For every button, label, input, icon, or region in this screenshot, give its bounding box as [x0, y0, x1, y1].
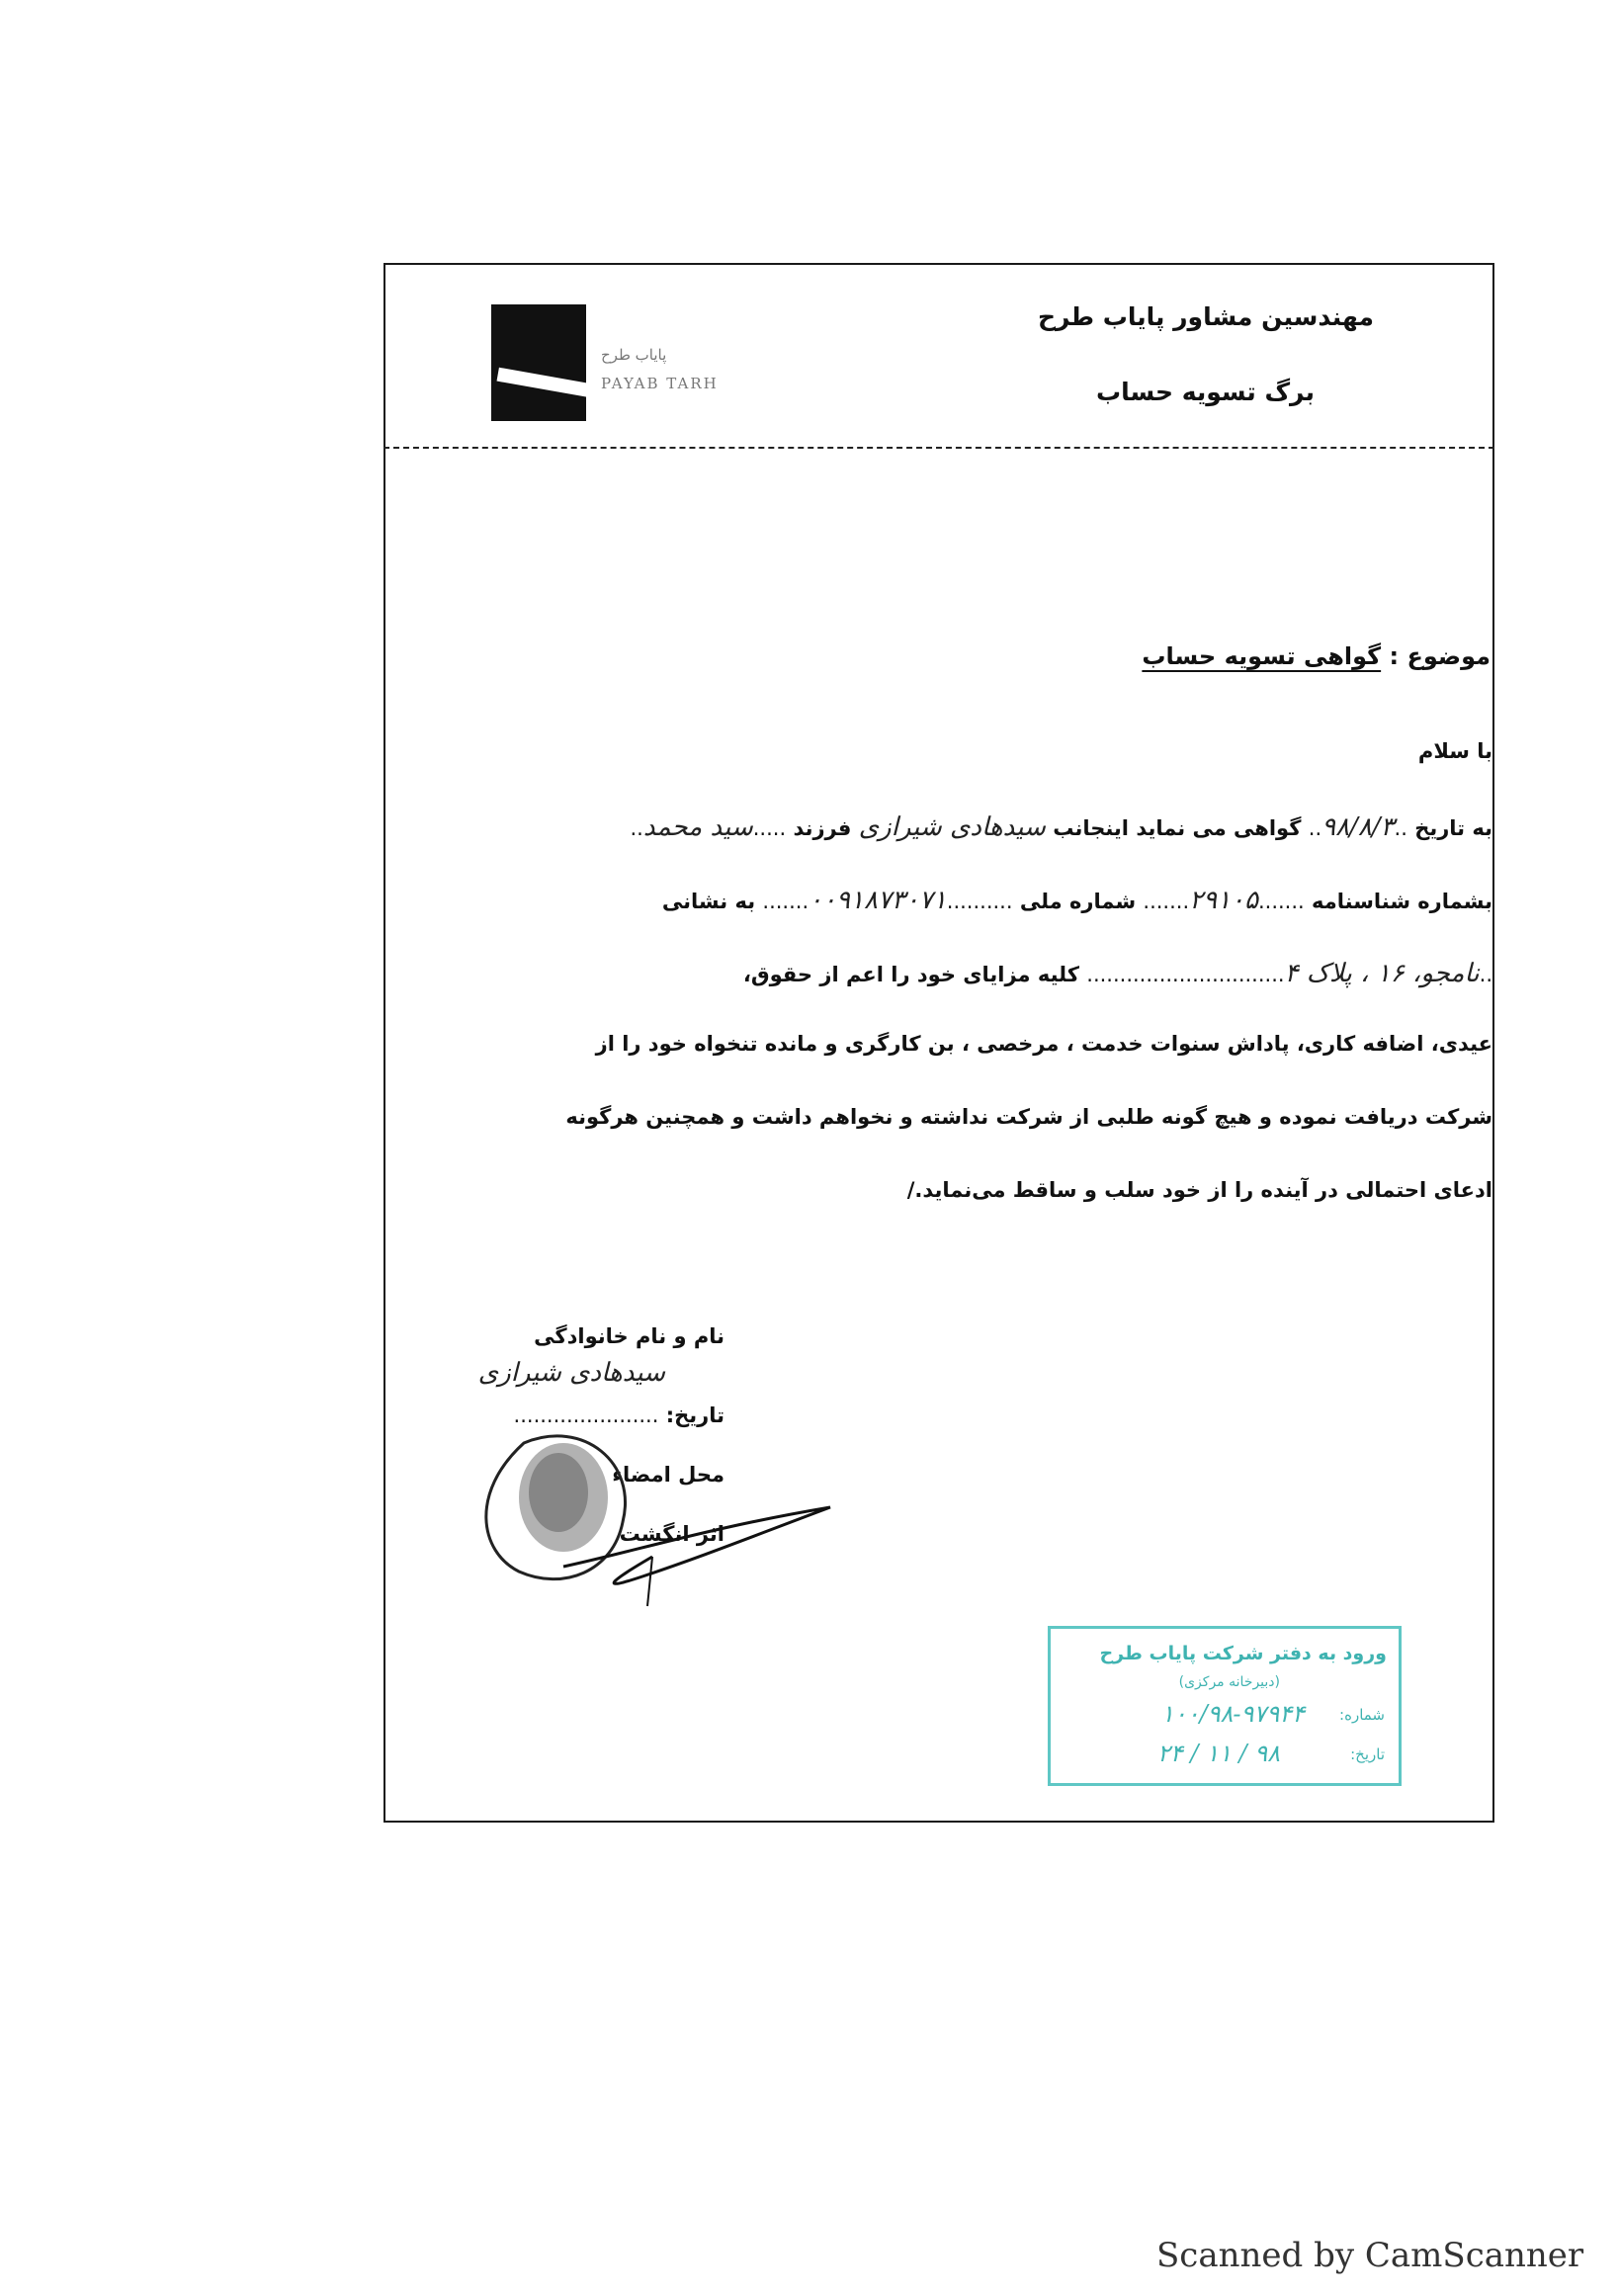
certify-text: گواهی می نماید اینجانب: [1053, 816, 1302, 840]
greeting: با سلام: [1417, 739, 1492, 763]
stamp-title: ورود به دفتر شرکت پایاب طرح: [1099, 1643, 1387, 1664]
name-label: نام و نام خانوادگی: [534, 1324, 724, 1348]
date-dots: ......................: [513, 1403, 659, 1427]
handwritten-name: سیدهادی شیرازی: [858, 812, 1046, 842]
dots: ..........: [946, 890, 1013, 913]
sign-field-label: محل امضاء: [612, 1463, 724, 1487]
handwritten-signature-name: سیدهادی شیرازی: [477, 1358, 665, 1388]
benefits-text: کلیه مزایای خود را اعم از حقوق،: [742, 963, 1079, 986]
signature-scribble-icon: [554, 1497, 850, 1616]
stamp-number-label: شماره:: [1339, 1706, 1385, 1724]
dots: ..: [1308, 816, 1322, 840]
logo-stripe: [497, 368, 593, 397]
company-logo-icon: [491, 304, 586, 421]
body-line-5: شرکت دریافت نموده و هیچ گونه طلبی از شرکت نداشته و نخواهم داشت و همچنین هرگونه: [565, 1105, 1492, 1129]
subject-line: [1142, 642, 1491, 670]
dots: ..: [1479, 963, 1492, 986]
handwritten-date: ۹۸/۸/۳: [1321, 812, 1395, 842]
handwritten-id-number: ۲۹۱۰۵: [1189, 886, 1258, 915]
dots: .......: [1257, 890, 1305, 913]
date-prefix: به تاریخ: [1414, 816, 1492, 840]
logo-wordmark: [601, 341, 789, 397]
stamp-date-value: ۹۸ / ۱۱ / ۲۴: [1156, 1740, 1280, 1767]
header-divider: [383, 447, 1494, 449]
subject-value: گواهی تسویه حساب: [1142, 642, 1382, 670]
body-line-2: [484, 888, 1492, 961]
stamp-number-value: ۱۰۰/۹۸-۹۷۹۴۴: [1160, 1700, 1305, 1728]
national-id-label: شماره ملی: [1019, 890, 1137, 913]
logo-text-fa: پایاب طرح: [601, 346, 667, 364]
dots: ..............................: [1086, 963, 1285, 986]
scanner-watermark: Scanned by CamScanner: [1156, 2236, 1584, 2275]
date-label: تاریخ:: [665, 1403, 724, 1427]
body-line-1: [484, 814, 1492, 888]
dots: .......: [1143, 890, 1190, 913]
stamp-subtitle: (دبیرخانه مرکزی): [1178, 1674, 1280, 1690]
dots: ..: [630, 816, 643, 840]
body-line-3: [484, 961, 1492, 1034]
subject-label: موضوع :: [1389, 642, 1491, 670]
dots: .....: [752, 816, 787, 840]
body-line-4: عیدی، اضافه کاری، پاداش سنوات خدمت ، مرخصی ، بن کارگری و مانده تنخواه خود را از: [595, 1032, 1492, 1056]
form-title: برگ تسویه حساب: [1096, 378, 1315, 406]
address-label: به نشانی: [661, 890, 756, 913]
dots: .......: [762, 890, 810, 913]
fingerprint-label: اثر انگشت: [619, 1522, 724, 1546]
letter-body: [484, 741, 1492, 1253]
body-line-6: ادعای احتمالی در آینده را از خود سلب و ساقط می‌نماید./: [906, 1178, 1492, 1202]
logo-text-en: PAYAB TARH: [601, 374, 719, 392]
registration-stamp: [1048, 1626, 1402, 1786]
handwritten-national-id: ۰۰۹۱۸۷۳۰۷۱: [809, 886, 947, 915]
child-of-text: فرزند: [793, 816, 852, 840]
handwritten-father-name: سید محمد: [642, 812, 753, 842]
company-name: مهندسین مشاور پایاب طرح: [1037, 302, 1374, 331]
stamp-date-label: تاریخ:: [1350, 1745, 1385, 1763]
id-prefix: بشماره شناسنامه: [1312, 890, 1492, 913]
handwritten-address: نامجو، ۱۶ ، پلاک ۴: [1284, 959, 1480, 988]
dots: ..: [1394, 816, 1407, 840]
